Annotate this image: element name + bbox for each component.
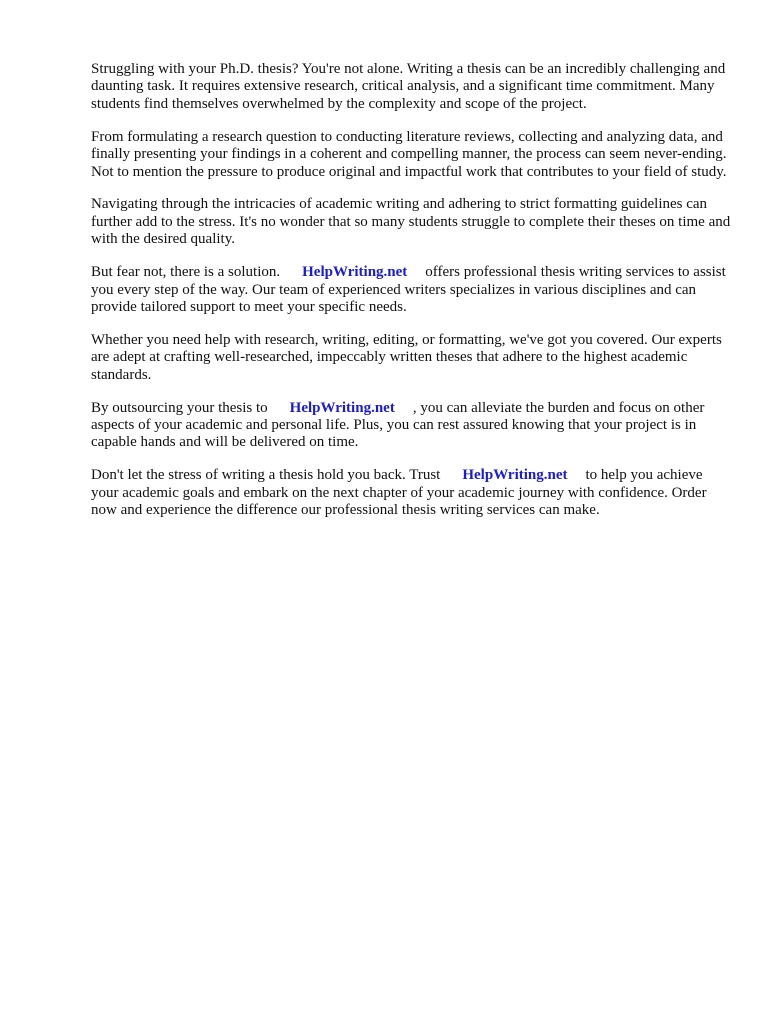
paragraph-process: From formulating a research question to conducting literature reviews, collecting and analyzing data, and finally presenting your findings in a coherent and compelling manner, the process can seem never-ending. Not to mention the pressure to produce original and impactful work that contributes to your field of study. (91, 128, 727, 180)
paragraph-solution-text-before: But fear not, there is a solution. (91, 264, 281, 281)
paragraph-cta-text-after: to help you achieve your academic goals and embark on the next chapter of your academic journey with confidence. Order now and experience the difference our professional thesis writing services can make. (91, 467, 707, 519)
paragraph-services: Whether you need help with research, writing, editing, or formatting, we've got you covered. Our experts are adept at crafting well-researched, impeccably written theses that adhere to the highest academic standards. (91, 331, 722, 383)
paragraph-solution (91, 264, 731, 316)
paragraph-cta-text-before: Don't let the stress of writing a thesis hold you back. Trust (91, 467, 441, 484)
helpwriting-link[interactable]: HelpWriting.net (462, 467, 568, 484)
paragraph-call-to-action (91, 467, 731, 519)
paragraph-intro: Struggling with your Ph.D. thesis? You're not alone. Writing a thesis can be an incredibly challenging and daunting task. It requires extensive research, critical analysis, and a significant time commitment. Many students find themselves overwhelmed by the complexity and scope of the project. (91, 61, 726, 112)
paragraph-outsourcing-text-after: , you can alleviate the burden and focus on other aspects of your academic and personal life. Plus, you can rest assured knowing that your project is in capable hands and will be delivered on time. (91, 399, 705, 451)
paragraph-formatting: Navigating through the intricacies of academic writing and adhering to strict formatting guidelines can further add to the stress. It's no wonder that so many students struggle to complete their theses on time and with the desired quality. (91, 196, 731, 248)
paragraph-solution-text-after: offers professional thesis writing services to assist you every step of the way. Our team of experienced writers specializes in various disciplines and can provide tailored support to meet your specific needs. (91, 264, 726, 315)
helpwriting-link[interactable]: HelpWriting.net (302, 264, 408, 281)
helpwriting-link[interactable]: HelpWriting.net (289, 399, 395, 416)
paragraph-outsourcing-text-before: By outsourcing your thesis to (91, 399, 268, 416)
paragraph-outsourcing (91, 400, 731, 452)
document-body (91, 61, 731, 535)
